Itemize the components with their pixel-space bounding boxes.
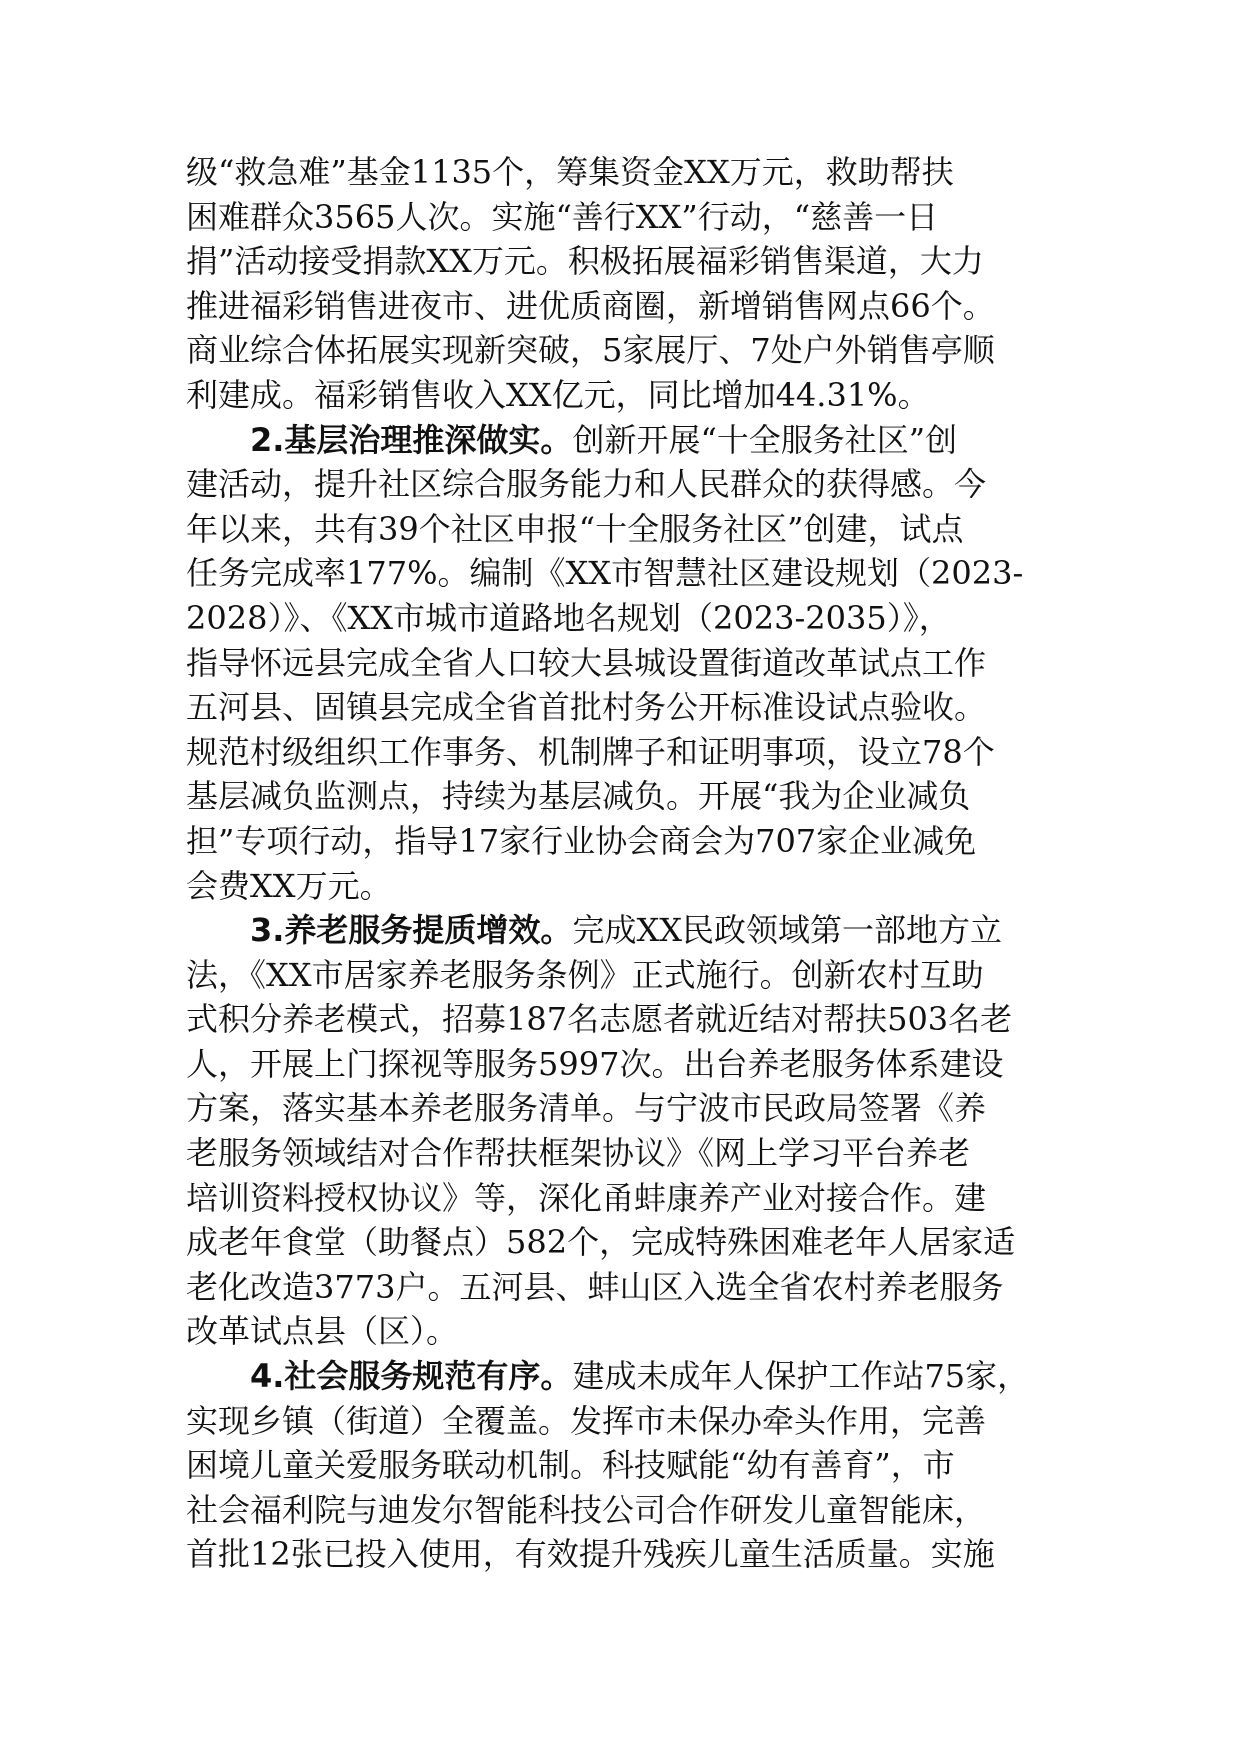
text-line: 老化改造3773户。五河县、蚌山区入选全省农村养老服务 (186, 1267, 1004, 1306)
section-heading: 2.基层治理推深做实。 (250, 420, 573, 459)
text-line: 人，开展上门探视等服务5997次。出台养老服务体系建设 (186, 1044, 1004, 1083)
text-run: 创新开展“十全服务社区”创 (572, 420, 958, 459)
text-line: 式积分养老模式，招募187名志愿者就近结对帮扶503名老 (186, 1000, 1013, 1039)
text-line: 任务完成率177%。编制《XX市智慧社区建设规划（2023- (186, 554, 1024, 593)
text-line: 实现乡镇（街道）全覆盖。发挥市未保办牵头作用，完善 (186, 1401, 987, 1440)
text-line: 商业综合体拓展实现新突破，5家展厅、7处户外销售亭顺 (186, 331, 995, 370)
text-line: 基层减负监测点，持续为基层减负。开展“我为企业减负 (186, 777, 971, 816)
text-line: 担”专项行动，指导17家行业协会商会为707家企业减免 (186, 821, 977, 860)
text-line: 捐”活动接受捐款XX万元。积极拓展福彩销售渠道，大力 (186, 242, 984, 281)
text-line: 培训资料授权协议》等，深化甬蚌康养产业对接合作。建 (186, 1178, 987, 1217)
paragraph-social-services (186, 1354, 1056, 1577)
text-line-first (186, 418, 1056, 463)
text-line: 困难群众3565人次。实施“善行XX”行动，“慈善一日 (186, 197, 939, 236)
text-line: 规范村级组织工作事务、机制牌子和证明事项，设立78个 (186, 732, 995, 771)
text-line-first (186, 1354, 1056, 1399)
text-line: 年以来，共有39个社区申报“十全服务社区”创建，试点 (186, 509, 964, 548)
text-line: 会费XX万元。 (186, 866, 392, 905)
text-line: 推进福彩销售进夜市、进优质商圈，新增销售网点66个。 (186, 286, 995, 325)
text-line: 困境儿童关爱服务联动机制。科技赋能“幼有善育”，市 (186, 1446, 955, 1485)
text-line: 建活动，提升社区综合服务能力和人民群众的获得感。今 (186, 465, 987, 504)
document-body (186, 150, 1056, 1577)
text-run: 完成XX民政领域第一部地方立 (572, 911, 1003, 950)
text-line: 方案，落实基本养老服务清单。与宁波市民政局签署《养 (186, 1089, 987, 1128)
section-heading: 3.养老服务提质增效。 (250, 911, 573, 950)
text-line: 级“救急难”基金1135个，筹集资金XX万元，救助帮扶 (186, 153, 954, 191)
text-line: 社会福利院与迪发尔智能科技公司合作研发儿童智能床， (186, 1490, 987, 1529)
text-line: 首批12张已投入使用，有效提升残疾儿童生活质量。实施 (186, 1535, 995, 1574)
paragraph-charity-lottery (186, 150, 1056, 418)
text-line: 五河县、固镇县完成全省首批村务公开标准设试点验收。 (186, 688, 987, 727)
text-line: 指导怀远县完成全省人口较大县城设置街道改革试点工作 (186, 643, 987, 682)
text-line: 法，《XX市居家养老服务条例》正式施行。创新农村互助 (186, 955, 984, 994)
section-heading: 4.社会服务规范有序。 (250, 1357, 573, 1396)
paragraph-grassroots-governance (186, 418, 1056, 909)
text-line: 老服务领域结对合作帮扶框架协议》《网上学习平台养老 (186, 1134, 971, 1173)
text-run: 建成未成年人保护工作站75家， (572, 1357, 1030, 1396)
text-line-first (186, 908, 1056, 953)
paragraph-elderly-care (186, 908, 1056, 1354)
text-line: 2028）》、《XX市城市道路地名规划（2023-2035）》， (186, 598, 951, 637)
text-line: 成老年食堂（助餐点）582个，完成特殊困难老年人居家适 (186, 1223, 1016, 1262)
text-line: 改革试点县（区）。 (186, 1312, 459, 1351)
text-line: 利建成。福彩销售收入XX亿元，同比增加44.31%。 (186, 375, 930, 414)
